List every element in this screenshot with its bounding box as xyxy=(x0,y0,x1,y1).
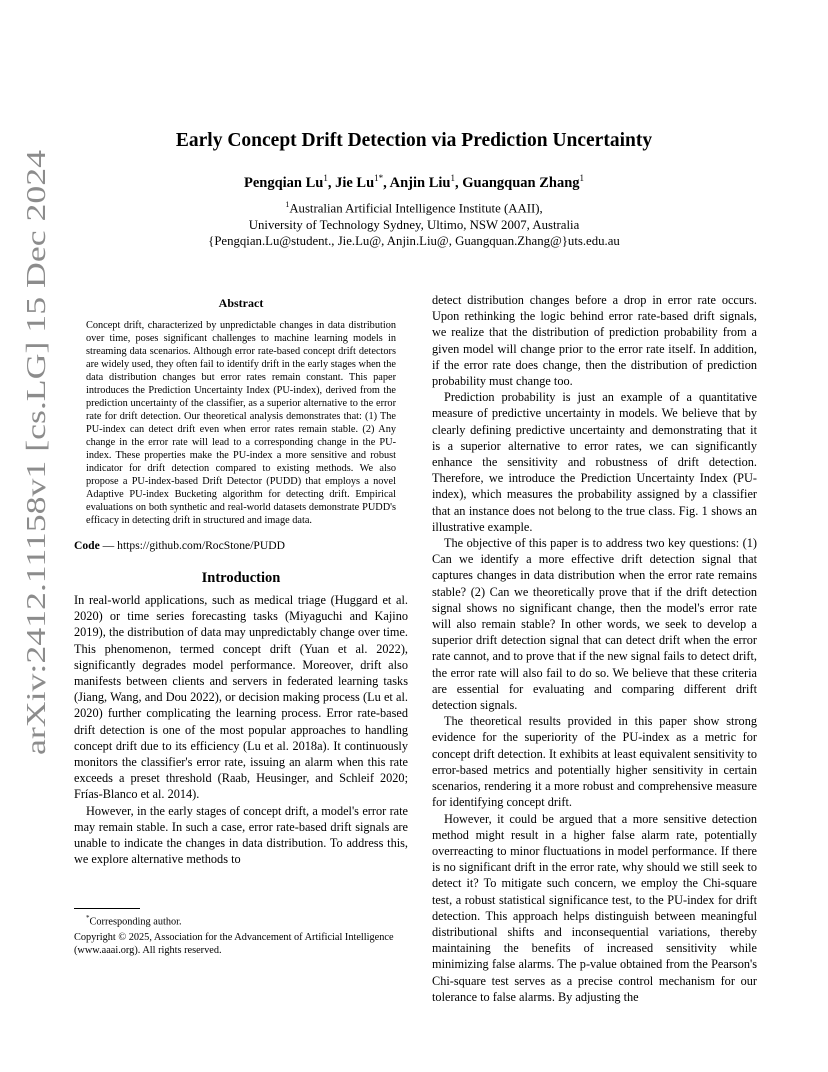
footnote-divider xyxy=(74,908,140,909)
affiliation-institute: Australian Artificial Intelligence Institute (AAII), xyxy=(289,201,543,216)
intro-paragraph: In real-world applications, such as medical triage (Huggard et al. 2020) or time series forecasting tasks (Miyaguchi and Kajino 2019), the distribution of data may unpredictably change over time. This phenomenon, termed concept drift (Yuan et al. 2022), significantly degrades model performance. Moreover, drift also manifests between clients and servers in federated learning tasks (Jiang, Wang, and Dou 2022), or decision making process (Lu et al. 2020) further complicating the learning process. Error rate-based drift detection is one of the most popular approaches to handling concept drift due to its efficiency (Lu et al. 2018a). It continuously monitors the classifier's error rate, issuing an alarm when this rate exceeds a preset threshold (Raab, Heusinger, and Schleif 2020; Frías-Blanco et al. 2014). xyxy=(74,593,408,802)
author-mark: 1 xyxy=(323,173,328,183)
footnote-area xyxy=(74,908,408,957)
intro-paragraph: detect distribution changes before a drop in error rate occurs. Upon rethinking the logic behind error rate-based drift signals, we realize that the distribution of prediction probability from a given model will change prior to the error rate itself. In addition, if the error rate does change, then the distribution of prediction probability must change too. xyxy=(432,293,757,389)
intro-paragraph: The theoretical results provided in this paper show strong evidence for the superiority of the PU-index as a metric for concept drift detection. It exhibits at least equivalent sensitivity to error-based metrics and potentially higher sensitivity in certain scenarios, rendering it a more robust and comprehensive measure for identifying concept drift. xyxy=(432,714,757,810)
introduction-heading: Introduction xyxy=(201,570,281,586)
author-separator: , xyxy=(454,174,463,191)
author-mark: 1* xyxy=(374,173,384,183)
intro-paragraph: However, in the early stages of concept drift, a model's error rate may remain stable. In such a case, error rate-based drift signals are unable to indicate the changes in data distribution. To address this, we explore alternative methods to xyxy=(74,803,408,867)
abstract-text: Concept drift, characterized by unpredictable changes in data distribution over time, poses significant challenges to machine learning models in streaming data scenarios. Although error rate-based concept drift detectors are widely used, they often fail to identify drift in the early stages when the data distribution changes but error rates remain constant. This paper introduces the Prediction Uncertainty Index (PU-index), derived from the prediction uncertainty of the classifier, as a superior alternative to the error rate for drift detection. Our theoretical analysis demonstrates that: (1) The PU-index can detect drift even when error rates remain stable. (2) Any change in the error rate will lead to a corresponding change in the PU-index. These properties make the PU-index a more sensitive and robust indicator for drift detection compared to existing methods. We also propose a PU-index-based Drift Detector (PUDD) that employs a novel Adaptive PU-index Bucketing algorithm for detecting drift. Empirical evaluations on both synthetic and real-world datasets demonstrate PUDD's efficacy in detecting drift in structured and image data. xyxy=(86,320,396,526)
abstract-heading: Abstract xyxy=(218,296,264,310)
right-column xyxy=(432,292,757,1005)
author-name: Anjin Liu xyxy=(389,174,451,191)
arxiv-identifier: arXiv:2412.11158v1 [cs.LG] 15 Dec 2024 xyxy=(21,298,51,755)
affiliation-address: University of Technology Sydney, Ultimo, NSW 2007, Australia xyxy=(248,217,580,232)
paper-title: Early Concept Drift Detection via Prediction Uncertainty xyxy=(175,130,653,151)
copyright-notice: Copyright © 2025, Association for the Advancement of Artificial Intelligence (www.aaai.org). All rights reserved. xyxy=(74,932,394,957)
author-separator: , xyxy=(383,174,390,191)
author-name: Jie Lu xyxy=(335,174,375,191)
intro-paragraph: Prediction probability is just an example of a quantitative measure of predictive uncertainty in models. We believe that by clearly defining predictive uncertainty and demonstrating that it is a superior alternative to error rates, we can significantly enhance the sensitivity and robustness of drift detection. Therefore, we introduce the Prediction Uncertainty Index (PU-index), which measures the probability assigned by a classifier that an instance does not belong to the true class. Fig. 1 shows an illustrative example. xyxy=(432,390,757,534)
author-separator: , xyxy=(327,174,336,191)
left-column xyxy=(74,296,408,867)
author-list xyxy=(0,173,828,192)
code-url[interactable]: — https://github.com/RocStone/PUDD xyxy=(99,539,285,552)
intro-paragraph: However, it could be argued that a more sensitive detection method might result in a higher false alarm rate, potentially overreacting to minor fluctuations in model performance. If there is no significant drift in the error rate, why should we still seek to detect it? To mitigate such concern, we employ the Chi-square test, a robust statistical significance test, to the PU-index for drift detection. This approach helps distinguish between meaningful distributional shifts and inconsequential variations, thereby maintaining the benefits of increased sensitivity while minimizing false alarms. The p-value obtained from the Pearson's Chi-square test serves as a precise control mechanism for our tolerance to false alarms. By adjusting the xyxy=(432,811,757,1004)
intro-paragraph: The objective of this paper is to address two key questions: (1) Can we identify a more effective drift detection signal that captures changes in data distribution when the error rate remains stable? (2) Can we theoretically prove that if the drift detection signal shows no significant change, then the model's error rate will also remain stable? In other words, we seek to develop a superior drift detection signal that can detect drift when the error rate cannot, and to prove that if the new signal fails to detect drift, the error rate will also fail to do so. We believe that these criteria are essential for evaluating and comparing different drift detection signals. xyxy=(432,536,757,713)
code-label: Code xyxy=(74,539,100,552)
author-mark: 1 xyxy=(450,173,455,183)
author-name: Guangquan Zhang xyxy=(462,174,580,191)
footnote-text: Corresponding author. xyxy=(89,916,182,928)
affiliation-mark: 1 xyxy=(285,200,290,209)
footnote xyxy=(86,912,408,928)
author-name: Pengqian Lu xyxy=(243,174,324,191)
affiliation-emails: {Pengqian.Lu@student., Jie.Lu@, Anjin.Liu@, Guangquan.Zhang@}uts.edu.au xyxy=(208,234,620,249)
author-mark: 1 xyxy=(579,173,585,183)
code-link-line xyxy=(74,539,408,552)
footnote-mark: * xyxy=(86,914,90,922)
affiliation xyxy=(0,197,828,250)
